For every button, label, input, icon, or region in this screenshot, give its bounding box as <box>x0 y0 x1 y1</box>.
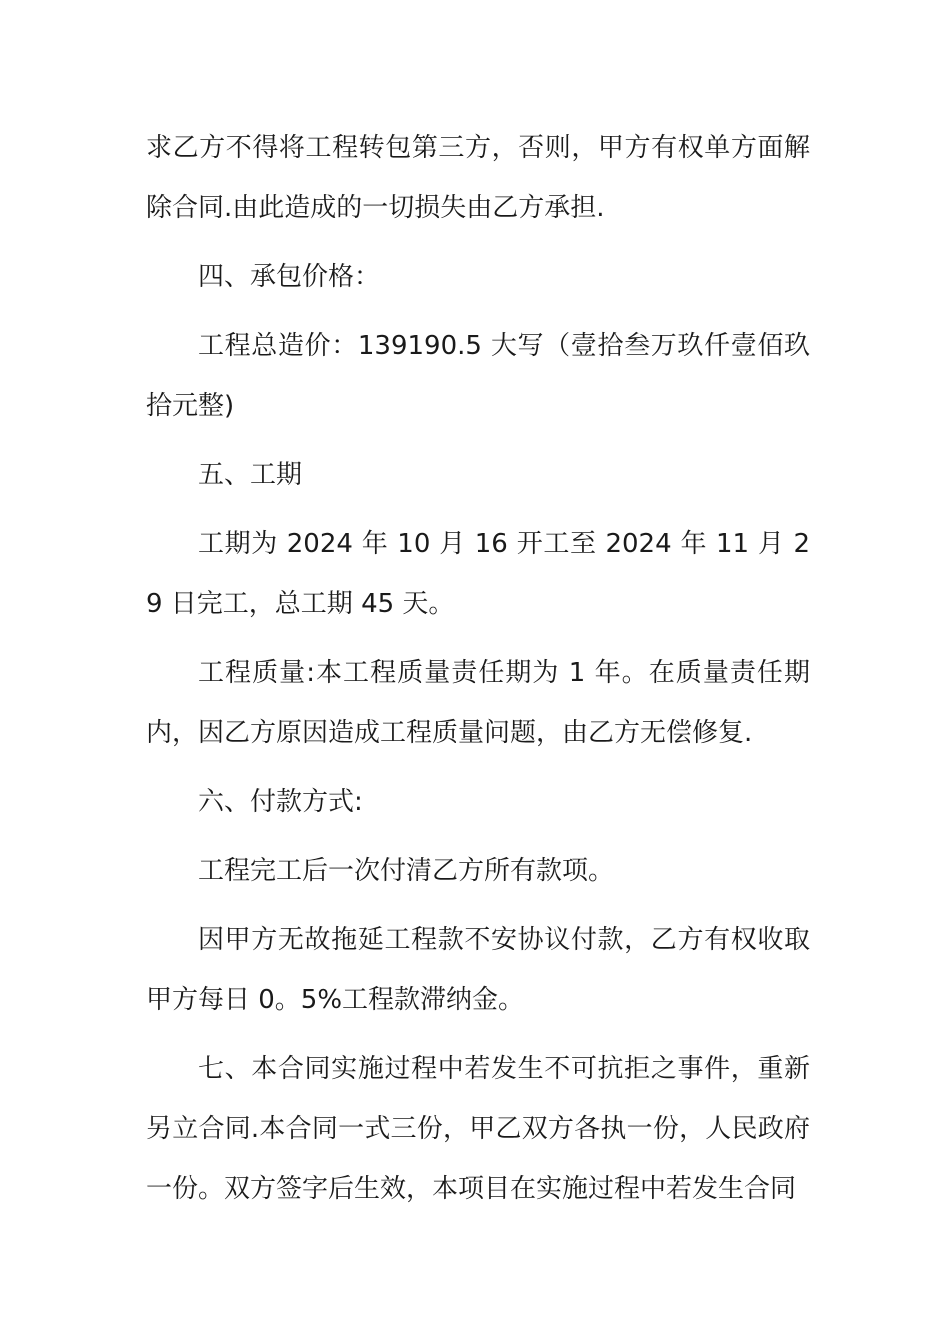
section-heading-contract-price: 四、承包价格： <box>198 262 381 292</box>
paragraph-total-cost: 工程总造价：139190.5 大写（壹拾叁万玖仟壹佰玖拾元整) <box>146 331 810 421</box>
paragraph-continuation: 求乙方不得将工程转包第三方，否则，甲方有权单方面解除合同.由此造成的一切损失由乙方承担. <box>146 133 810 223</box>
document-body <box>146 118 810 1228</box>
section-heading-payment: 六、付款方式: <box>198 787 363 817</box>
section-heading-schedule: 五、工期 <box>198 460 303 490</box>
paragraph-payment-terms: 工程完工后一次付清乙方所有款项。 <box>198 856 615 886</box>
paragraph-schedule: 工期为 2024 年 10 月 16 开工至 2024 年 11 月 29 日完工，总工期 45 天。 <box>146 529 810 619</box>
paragraph-force-majeure: 七、本合同实施过程中若发生不可抗拒之事件，重新另立合同.本合同一式三份，甲乙双方各执一份，人民政府一份。双方签字后生效，本项目在实施过程中若发生合同 <box>146 1054 810 1204</box>
paragraph-late-fee: 因甲方无故拖延工程款不安协议付款，乙方有权收取甲方每日 0。5%工程款滞纳金。 <box>146 925 810 1015</box>
paragraph-quality: 工程质量:本工程质量责任期为 1 年。在质量责任期内，因乙方原因造成工程质量问题，由乙方无偿修复. <box>146 658 810 748</box>
